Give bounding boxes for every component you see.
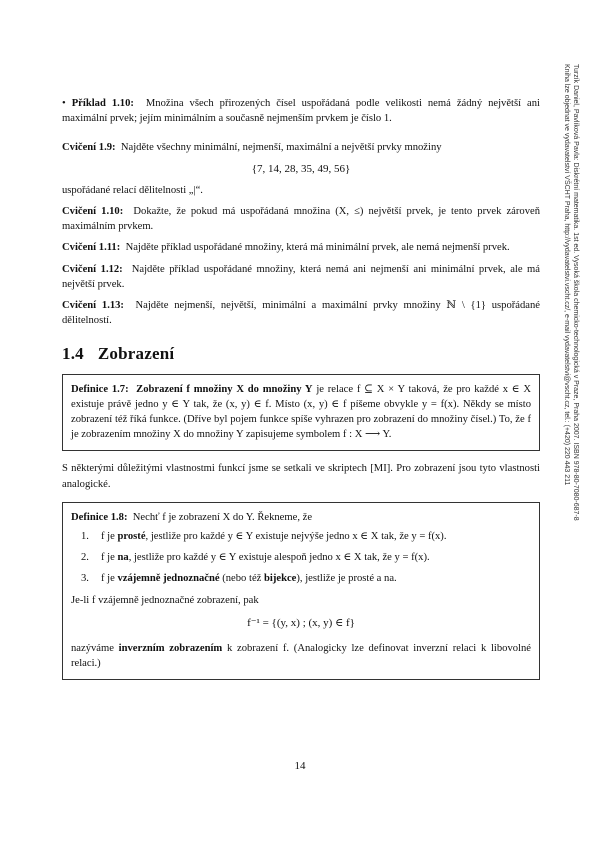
item-term: vzájemně jednoznačné (117, 573, 220, 585)
item-post: , jestliže pro každé y ∈ Y existuje alespoň jedno x ∈ X tak, že y = f(x). (128, 552, 430, 564)
item-text (101, 529, 531, 544)
item-number: 2. (81, 552, 89, 564)
main-content (62, 96, 540, 690)
exercise-label: Cvičení 1.10: (62, 206, 124, 218)
exercise-1-12 (62, 262, 540, 292)
exercise-1-9 (62, 140, 540, 155)
exercise-text: Najděte příklad uspořádané množiny, která nemá ani nejmenší ani minimální prvek, ale má největší prvek. (62, 263, 540, 290)
side-note (550, 64, 580, 844)
exercise-label: Cvičení 1.9: (62, 142, 116, 154)
exercise-text: Najděte nejmenší, největší, minimální a maximální prvky množiny ℕ \ {1} uspořádané dělitelností. (62, 300, 541, 327)
page-number: 14 (294, 760, 306, 772)
side-note-line-1: Turzík Daniel, Pavlíková Pavla: Diskrétní matematika. 1st ed. Vysoká škola chemicko-technologická v Praze, Praha 2007. ISBN 978-80-7080-687-8 (572, 64, 579, 521)
section-number: 1.4 (62, 344, 84, 364)
definition-text: je relace f ⊆ X × Y taková, že pro každé x ∈ X existuje právě jedno y ∈ Y tak, že (x, y) ∈ f. Místo (x, y) ∈ f píšeme obvykle y = f(x). Někdy se místo zobrazení též říká funkce. (Dříve byl pojem funkce spíše vyhrazen pro zobrazení do množiny čísel.) To, že f je zobrazením množiny X do množiny Y zapisujeme symbolem f : X ⟶ Y. (71, 383, 532, 441)
item-term-2: bijekce (264, 573, 297, 585)
item-pre: f je (101, 552, 118, 564)
item-number: 1. (81, 531, 89, 543)
example-text: Množina všech přirozených čísel uspořádaná podle velikosti nemá žádný největší ani maximální prvek; jejím minimálním a současně nejmenším prvkem je číslo 1. (62, 98, 540, 125)
exercise-text: Dokažte, že pokud má uspořádaná množina (X, ≤) největší prvek, je tento prvek zároveň maximálním prvkem. (62, 206, 540, 233)
item-pre: f je (101, 531, 118, 543)
exercise-1-9-after: uspořádané relací dělitelnosti „|“. (62, 184, 203, 196)
item-mid: (nebo též (219, 573, 264, 585)
paragraph-mi: S některými důležitými vlastnostmi funkcí jsme se setkali ve skriptech [MI]. Pro zobrazení jsou tyto vlastnosti analogické. (62, 463, 540, 490)
item-post: , jestliže pro každé y ∈ Y existuje nejvýše jedno x ∈ X tak, že y = f(x). (145, 531, 447, 543)
item-text (101, 550, 531, 565)
definition-1-7-box (62, 374, 540, 452)
exercise-text: Najděte příklad uspořádané množiny, která má minimální prvek, ale nemá nejmenší prvek. (125, 242, 510, 254)
exercise-1-10 (62, 204, 540, 234)
definition-title: Zobrazení f množiny X do množiny Y (136, 383, 313, 395)
definition-1-7 (71, 382, 531, 443)
exercise-label: Cvičení 1.12: (62, 263, 123, 275)
definition-label: Definice 1.7: (71, 383, 129, 395)
item-number: 3. (81, 573, 89, 585)
definition-1-8-intro (71, 510, 531, 525)
exercise-label: Cvičení 1.11: (62, 242, 121, 254)
side-note-line-2: Kniha lze objednat ve vydavatelství VŠCHT Praha, http://vydavatelstvi.vscht.cz/, e-mail vydavatelstvi@vscht.cz, tel.: (+420) 220 443 211 (563, 64, 570, 486)
exercise-1-13 (62, 298, 540, 328)
closing-term: inverzním zobrazením (118, 643, 223, 655)
exercise-text: Najděte všechny minimální, nejmenší, maximální a největší prvky množiny (120, 142, 442, 154)
list-item (81, 571, 531, 586)
example-1-10: • Příklad 1.10: Množina všech přirozených čísel uspořádaná podle velikosti nemá žádný největší ani maximální prvek; jejím minimálním a současně nejmenším prvkem je číslo 1. (62, 98, 540, 125)
section-title: Zobrazení (97, 344, 175, 364)
item-term: prosté (117, 531, 146, 543)
closing-pre: nazýváme (71, 643, 119, 655)
definition-label: Definice 1.8: (71, 511, 128, 523)
example-label: Příklad 1.10: (71, 98, 134, 109)
inverse-intro: Je-li f vzájemně jednoznačné zobrazení, pak (71, 594, 259, 606)
item-term: na (117, 552, 129, 564)
exercise-1-11 (62, 240, 540, 255)
inverse-closing (71, 641, 531, 671)
item-text (101, 571, 531, 586)
closing-post: k zobrazení f. (Analogicky lze definovat inverzní relaci k libovolné relaci.) (71, 643, 531, 670)
set-formula: {7, 14, 28, 35, 49, 56} (251, 162, 351, 175)
list-item (81, 550, 531, 565)
inverse-formula: f⁻¹ = {(y, x) ; (x, y) ∈ f} (247, 616, 355, 629)
item-post: ), jestliže je prosté a na. (296, 573, 397, 585)
item-pre: f je (101, 573, 118, 585)
list-item (81, 529, 531, 544)
section-heading (62, 344, 540, 364)
definition-intro: Nechť f je zobrazení X do Y. Řekneme, že (132, 511, 313, 523)
exercise-label: Cvičení 1.13: (62, 300, 124, 312)
definition-1-8-box (62, 502, 540, 681)
